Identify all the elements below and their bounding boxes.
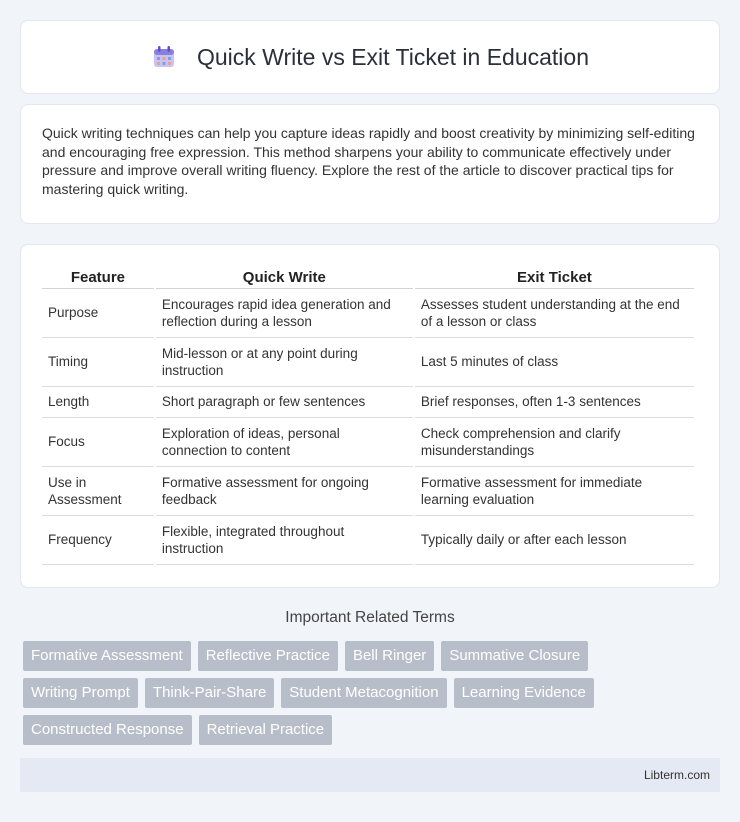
- row-feature: Length: [42, 387, 154, 418]
- table-row: [42, 516, 694, 565]
- related-term-tag[interactable]: Student Metacognition: [281, 678, 446, 708]
- related-term-tag[interactable]: Think-Pair-Share: [145, 678, 274, 708]
- table-row: [42, 289, 694, 338]
- row-quick-write: Mid-lesson or at any point during instruction: [156, 338, 413, 387]
- row-feature: Frequency: [42, 516, 154, 565]
- related-term-tag[interactable]: Retrieval Practice: [199, 715, 333, 745]
- row-quick-write: Encourages rapid idea generation and reflection during a lesson: [156, 289, 413, 338]
- table-row: [42, 387, 694, 418]
- related-term-tag[interactable]: Formative Assessment: [23, 641, 191, 671]
- column-header-feature: Feature: [42, 265, 154, 289]
- table-row: [42, 418, 694, 467]
- row-exit-ticket: Check comprehension and clarify misunderstandings: [415, 418, 694, 467]
- row-feature: Focus: [42, 418, 154, 467]
- footer: [20, 758, 720, 792]
- row-feature: Use in Assessment: [42, 467, 154, 516]
- row-exit-ticket: Assesses student understanding at the end of a lesson or class: [415, 289, 694, 338]
- related-term-tag[interactable]: Writing Prompt: [23, 678, 138, 708]
- column-header-exit-ticket: Exit Ticket: [415, 265, 694, 289]
- related-term-tag[interactable]: Constructed Response: [23, 715, 192, 745]
- row-exit-ticket: Typically daily or after each lesson: [415, 516, 694, 565]
- row-exit-ticket: Formative assessment for immediate learning evaluation: [415, 467, 694, 516]
- related-term-tag[interactable]: Reflective Practice: [198, 641, 338, 671]
- intro-text: Quick writing techniques can help you capture ideas rapidly and boost creativity by minimizing self-editing and encouraging free expression. This method sharpens your ability to communicate effectively under pressure and improve overall writing fluency. Explore the rest of the article to discover practical tips for mastering quick writing.: [42, 125, 695, 197]
- related-terms-heading: Important Related Terms: [285, 609, 455, 626]
- row-feature: Timing: [42, 338, 154, 387]
- page-title: Quick Write vs Exit Ticket in Education: [197, 43, 589, 70]
- footer-site-link[interactable]: Libterm.com: [643, 768, 710, 782]
- title-card: [20, 20, 720, 94]
- tag-row: [23, 715, 723, 745]
- table-header-row: [42, 265, 694, 289]
- comparison-table-card: [20, 244, 720, 588]
- related-term-tag[interactable]: Bell Ringer: [345, 641, 434, 671]
- tag-row: [23, 641, 723, 671]
- row-quick-write: Exploration of ideas, personal connection to content: [156, 418, 413, 467]
- row-quick-write: Formative assessment for ongoing feedback: [156, 467, 413, 516]
- related-term-tag[interactable]: Learning Evidence: [454, 678, 594, 708]
- calendar-icon: [151, 44, 177, 70]
- row-feature: Purpose: [42, 289, 154, 338]
- tag-row: [23, 678, 723, 708]
- comparison-table: [40, 265, 696, 565]
- related-term-tag[interactable]: Summative Closure: [441, 641, 588, 671]
- column-header-quick-write: Quick Write: [156, 265, 413, 289]
- table-row: [42, 338, 694, 387]
- row-quick-write: Flexible, integrated throughout instruction: [156, 516, 413, 565]
- intro-card: [20, 104, 720, 224]
- row-quick-write: Short paragraph or few sentences: [156, 387, 413, 418]
- table-row: [42, 467, 694, 516]
- row-exit-ticket: Last 5 minutes of class: [415, 338, 694, 387]
- row-exit-ticket: Brief responses, often 1-3 sentences: [415, 387, 694, 418]
- related-terms-list: [23, 641, 723, 752]
